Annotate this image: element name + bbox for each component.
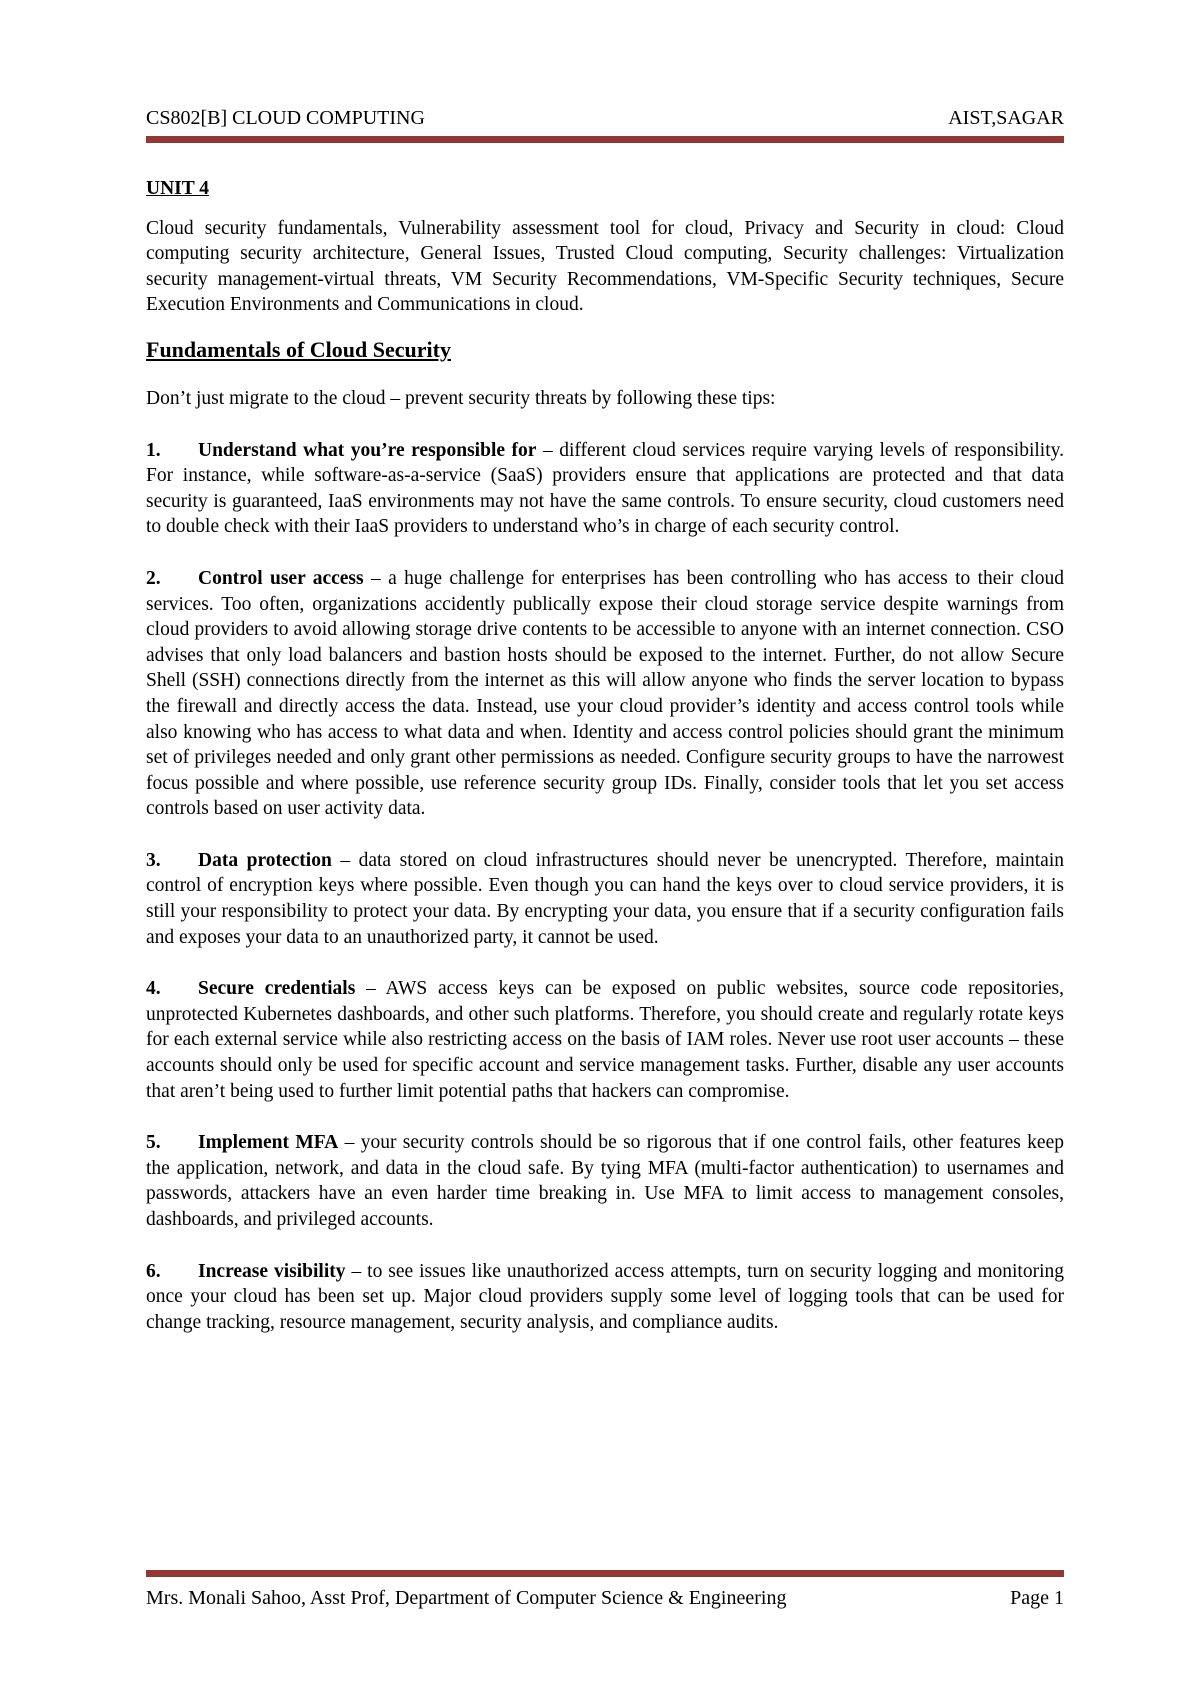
- tip-item: [146, 438, 1064, 540]
- tip-item: [146, 976, 1064, 1104]
- tip-body: – data stored on cloud infrastructures should never be unencrypted. Therefore, maintain control of encryption keys where possible. Even though you can hand the keys over to cloud service providers, it is still your responsibility to protect your data. By encrypting your data, you ensure that if a security configuration fails and exposes your data to an unauthorized party, it cannot be used.: [146, 849, 1064, 948]
- tip-item: [146, 1259, 1064, 1336]
- footer-rule: [146, 1570, 1064, 1577]
- footer-author: Mrs. Monali Sahoo, Asst Prof, Department of Computer Science & Engineering: [146, 1587, 787, 1609]
- tip-heading: Implement MFA: [198, 1132, 339, 1154]
- page-header: [146, 106, 1064, 130]
- tip-body: – your security controls should be so rigorous that if one control fails, other features keep the application, network, and data in the cloud safe. By tying MFA (multi-factor authentication) to usernames and passwords, attackers have an even harder time breaking in. Use MFA to limit access to management consoles, dashboards, and privileged accounts.: [146, 1132, 1064, 1230]
- tip-heading: Secure credentials: [198, 978, 356, 1000]
- header-institute: AIST,SAGAR: [948, 107, 1064, 129]
- unit-title: UNIT 4: [146, 178, 210, 199]
- tip-item: [146, 1130, 1064, 1232]
- tip-body: – AWS access keys can be exposed on public websites, source code repositories, unprotected Kubernetes dashboards, and other such platforms. Therefore, you should create and regularly rotate keys for each external service while also restricting access on the basis of IAM roles. Never use root user accounts – these accounts should only be used for specific account and service management tasks. Further, disable any user accounts that aren’t being used to further limit potential paths that hackers can compromise.: [146, 978, 1064, 1102]
- tip-item: [146, 848, 1064, 950]
- tip-number: 3.: [146, 849, 161, 871]
- tip-body: – a huge challenge for enterprises has been controlling who has access to their cloud services. Too often, organizations accidently publically expose their cloud storage service despite warnings from cloud providers to avoid allowing storage drive contents to be accessible to anyone with an internet connection. CSO advises that only load balancers and bastion hosts should be exposed to the internet. Further, do not allow Secure Shell (SSH) connections directly from the internet as this will allow anyone who finds the server location to bypass the firewall and directly access the data. Instead, use your cloud provider’s identity and access control tools while also knowing who has access to what data and when. Identity and access control policies should grant the minimum set of privileges needed and only grant other permissions as needed. Configure security groups to have the narrowest focus possible and where possible, use reference security group IDs. Finally, consider tools that let you set access controls based on user activity data.: [146, 567, 1064, 820]
- tip-number: 2.: [146, 567, 161, 589]
- section-title: Fundamentals of Cloud Security: [146, 336, 451, 362]
- tip-body: – to see issues like unauthorized access attempts, turn on security logging and monitoring once your cloud has been set up. Major cloud providers supply some level of logging tools that can be used for change tracking, resource management, security analysis, and compliance audits.: [146, 1260, 1064, 1333]
- tip-number: 5.: [146, 1132, 161, 1154]
- header-course-title: CS802[B] CLOUD COMPUTING: [146, 107, 425, 129]
- tip-heading: Understand what you’re responsible for: [198, 439, 537, 461]
- header-rule: [146, 136, 1064, 143]
- tip-body: – different cloud services require varying levels of responsibility. For instance, while software-as-a-service (SaaS) providers ensure that applications are protected and that data security is guaranteed, IaaS environments may not have the same controls. To ensure security, cloud customers need to double check with their IaaS providers to understand who’s in charge of each security control.: [146, 439, 1064, 538]
- tip-heading: Increase visibility: [198, 1260, 346, 1282]
- tip-heading: Control user access: [198, 567, 364, 589]
- page-number: Page 1: [1010, 1587, 1064, 1609]
- document-page: [146, 0, 1064, 1696]
- page-content: [146, 176, 1064, 1361]
- tip-number: 4.: [146, 978, 161, 1000]
- page-footer: [146, 1586, 1064, 1610]
- section-lead: Don’t just migrate to the cloud – prevent security threats by following these tips:: [146, 387, 776, 409]
- tip-number: 1.: [146, 439, 161, 461]
- unit-intro: Cloud security fundamentals, Vulnerability assessment tool for cloud, Privacy and Security in cloud: Cloud computing security architecture, General Issues, Trusted Cloud computing, Security challenges: Virtualization security management-virtual threats, VM Security Recommendations, VM-Specific Security techniques, Secure Execution Environments and Communications in cloud.: [146, 217, 1064, 316]
- tip-heading: Data protection: [198, 849, 332, 871]
- tip-item: [146, 566, 1064, 822]
- tip-number: 6.: [146, 1260, 161, 1282]
